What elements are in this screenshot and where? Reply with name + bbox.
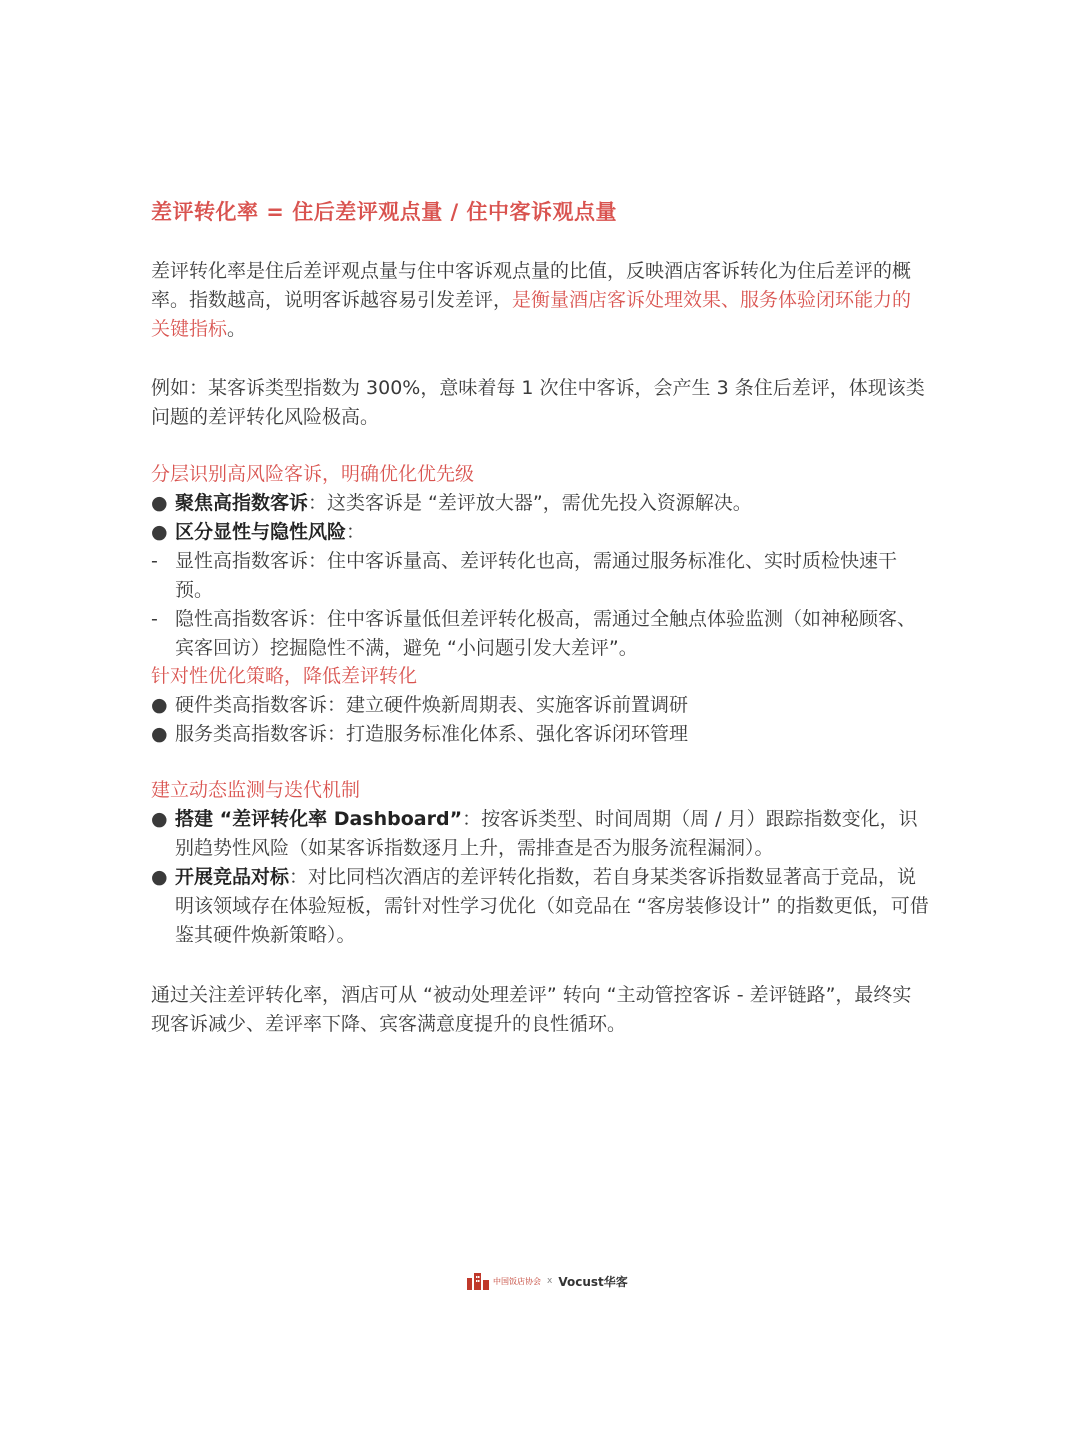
list-item bbox=[151, 605, 931, 663]
bullet-marker: ● bbox=[151, 492, 168, 514]
bullet-marker: ● bbox=[151, 723, 168, 745]
section1-title: 分层识别高风险客诉，明确优化优先级 bbox=[151, 463, 475, 485]
dash-marker: - bbox=[151, 550, 158, 572]
hotel-association-logo bbox=[466, 1272, 541, 1290]
item-bold: 区分显性与隐性风险 bbox=[175, 521, 347, 543]
conclusion-paragraph: 通过关注差评转化率，酒店可从 “被动处理差评” 转向 “主动管控客诉 - 差评链路”，最终实现客诉减少、差评率下降、宾客满意度提升的良性循环。 bbox=[151, 984, 912, 1035]
dash-marker: - bbox=[151, 608, 158, 630]
bullet-marker: ● bbox=[151, 521, 168, 543]
item-text: ： bbox=[346, 521, 366, 543]
logo-separator: x bbox=[547, 1276, 553, 1286]
list-item bbox=[151, 691, 931, 720]
bullet-marker: ● bbox=[151, 694, 168, 716]
bullet-marker: ● bbox=[151, 866, 168, 888]
intro-end: 。 bbox=[227, 318, 247, 340]
intro-text: 差评转化率是住后差评观点量与住中客诉观点量的比值，反映酒店客诉转化为住后差评的概率。指数越高，说明客诉越容易引发差评， bbox=[151, 260, 912, 311]
section1-list bbox=[151, 489, 931, 663]
item-text: ：按客诉类型、时间周期（周 / 月）跟踪指数变化，识别趋势性风险（如某客诉指数逐月上升，需排查是否为服务流程漏洞）。 bbox=[175, 808, 918, 859]
section2-list bbox=[151, 691, 931, 749]
item-text: 硬件类高指数客诉：建立硬件焕新周期表、实施客诉前置调研 bbox=[175, 694, 689, 716]
section3-title: 建立动态监测与迭代机制 bbox=[151, 779, 361, 801]
item-bold: 聚焦高指数客诉 bbox=[175, 492, 309, 514]
list-item bbox=[151, 863, 931, 950]
item-text: 隐性高指数客诉：住中客诉量低但差评转化极高，需通过全触点体验监测（如神秘顾客、宾客回访）挖掘隐性不满，避免 “小问题引发大差评”。 bbox=[175, 608, 917, 659]
list-item bbox=[151, 805, 931, 863]
section3-list bbox=[151, 805, 931, 950]
intro-highlight: 是衡量酒店客诉处理效果、服务体验闭环能力的关键指标 bbox=[151, 289, 912, 340]
item-text: 服务类高指数客诉：打造服务标准化体系、强化客诉闭环管理 bbox=[175, 723, 689, 745]
bullet-marker: ● bbox=[151, 808, 168, 830]
list-item bbox=[151, 518, 931, 547]
list-item bbox=[151, 720, 931, 749]
intro-paragraph bbox=[151, 257, 926, 344]
item-text: 显性高指数客诉：住中客诉量高、差评转化也高，需通过服务标准化、实时质检快速干预。 bbox=[175, 550, 898, 601]
item-bold: 开展竞品对标 bbox=[175, 866, 290, 888]
section2-title: 针对性优化策略，降低差评转化 bbox=[151, 665, 418, 687]
item-text: ：对比同档次酒店的差评转化指数，若自身某类客诉指数显著高于竞品，说明该领域存在体验短板，需针对性学习优化（如竞品在 “客房装修设计” 的指数更低，可借鉴其硬件焕新策略）。 bbox=[175, 866, 929, 946]
formula-heading: 差评转化率 = 住后差评观点量 / 住中客诉观点量 bbox=[151, 200, 618, 224]
item-text: ：这类客诉是 “差评放大器”，需优先投入资源解决。 bbox=[308, 492, 752, 514]
building-icon bbox=[466, 1272, 490, 1290]
vocust-logo: Vocust华客 bbox=[558, 1274, 628, 1289]
logo1-text: 中国饭店协会 bbox=[493, 1276, 541, 1286]
footer-logos bbox=[466, 1272, 628, 1290]
example-paragraph: 例如：某客诉类型指数为 300%，意味着每 1 次住中客诉，会产生 3 条住后差评，体现该类问题的差评转化风险极高。 bbox=[151, 377, 925, 428]
list-item bbox=[151, 489, 931, 518]
list-item bbox=[151, 547, 931, 605]
item-bold: 搭建 “差评转化率 Dashboard” bbox=[175, 808, 463, 830]
